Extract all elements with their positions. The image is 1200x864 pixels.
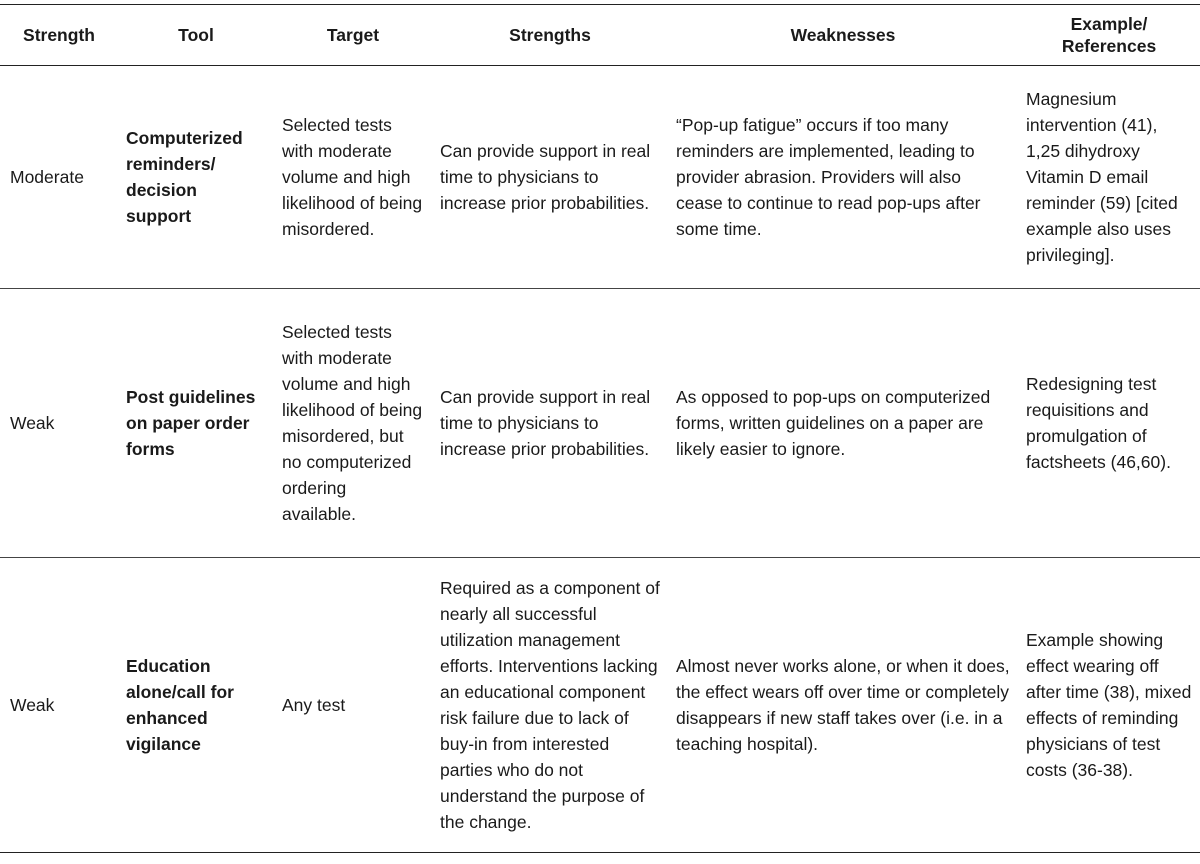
header-tool: Tool: [118, 5, 274, 66]
cell-tool: Post guidelines on paper order forms: [118, 289, 274, 558]
cell-strength: Weak: [0, 289, 118, 558]
header-example-references: [1018, 5, 1200, 66]
header-example-line2: References: [1061, 36, 1157, 56]
table-row: [0, 66, 1200, 289]
cell-target: Selected tests with moderate volume and high likelihood of being misordered.: [274, 66, 432, 289]
cell-strengths: Can provide support in real time to physicians to increase prior probabilities.: [432, 289, 668, 558]
utilization-tools-table: [0, 4, 1200, 853]
header-strengths: Strengths: [432, 5, 668, 66]
cell-examples: Redesigning test requisitions and promulgation of factsheets (46,60).: [1018, 289, 1200, 558]
cell-examples: Example showing effect wearing off after time (38), mixed effects of reminding physicians of test costs (36-38).: [1018, 558, 1200, 853]
cell-tool: Education alone/call for enhanced vigilance: [118, 558, 274, 853]
cell-weaknesses: Almost never works alone, or when it does, the effect wears off over time or completely disappears if new staff takes over (i.e. in a teaching hospital).: [668, 558, 1018, 853]
header-weaknesses: Weaknesses: [668, 5, 1018, 66]
table-row: [0, 558, 1200, 853]
cell-weaknesses: “Pop-up fatigue” occurs if too many reminders are implemented, leading to provider abrasion. Providers will also cease to continue to read pop-ups after some time.: [668, 66, 1018, 289]
header-strength: Strength: [0, 5, 118, 66]
header-example-line1: Example/: [1070, 14, 1148, 34]
cell-strengths: Can provide support in real time to physicians to increase prior probabilities.: [432, 66, 668, 289]
cell-target: Any test: [274, 558, 432, 853]
header-row: [0, 5, 1200, 66]
cell-strength: Moderate: [0, 66, 118, 289]
cell-tool: Computerized reminders/ decision support: [118, 66, 274, 289]
cell-strength: Weak: [0, 558, 118, 853]
header-target: Target: [274, 5, 432, 66]
cell-examples: Magnesium intervention (41), 1,25 dihydroxy Vitamin D email reminder (59) [cited example also uses privileging].: [1018, 66, 1200, 289]
cell-target: Selected tests with moderate volume and high likelihood of being misordered, but no computerized ordering available.: [274, 289, 432, 558]
cell-strengths: Required as a component of nearly all successful utilization management efforts. Interventions lacking an educational component risk failure due to lack of buy-in from interested parties who do not understand the purpose of the change.: [432, 558, 668, 853]
cell-weaknesses: As opposed to pop-ups on computerized forms, written guidelines on a paper are likely easier to ignore.: [668, 289, 1018, 558]
table-row: [0, 289, 1200, 558]
